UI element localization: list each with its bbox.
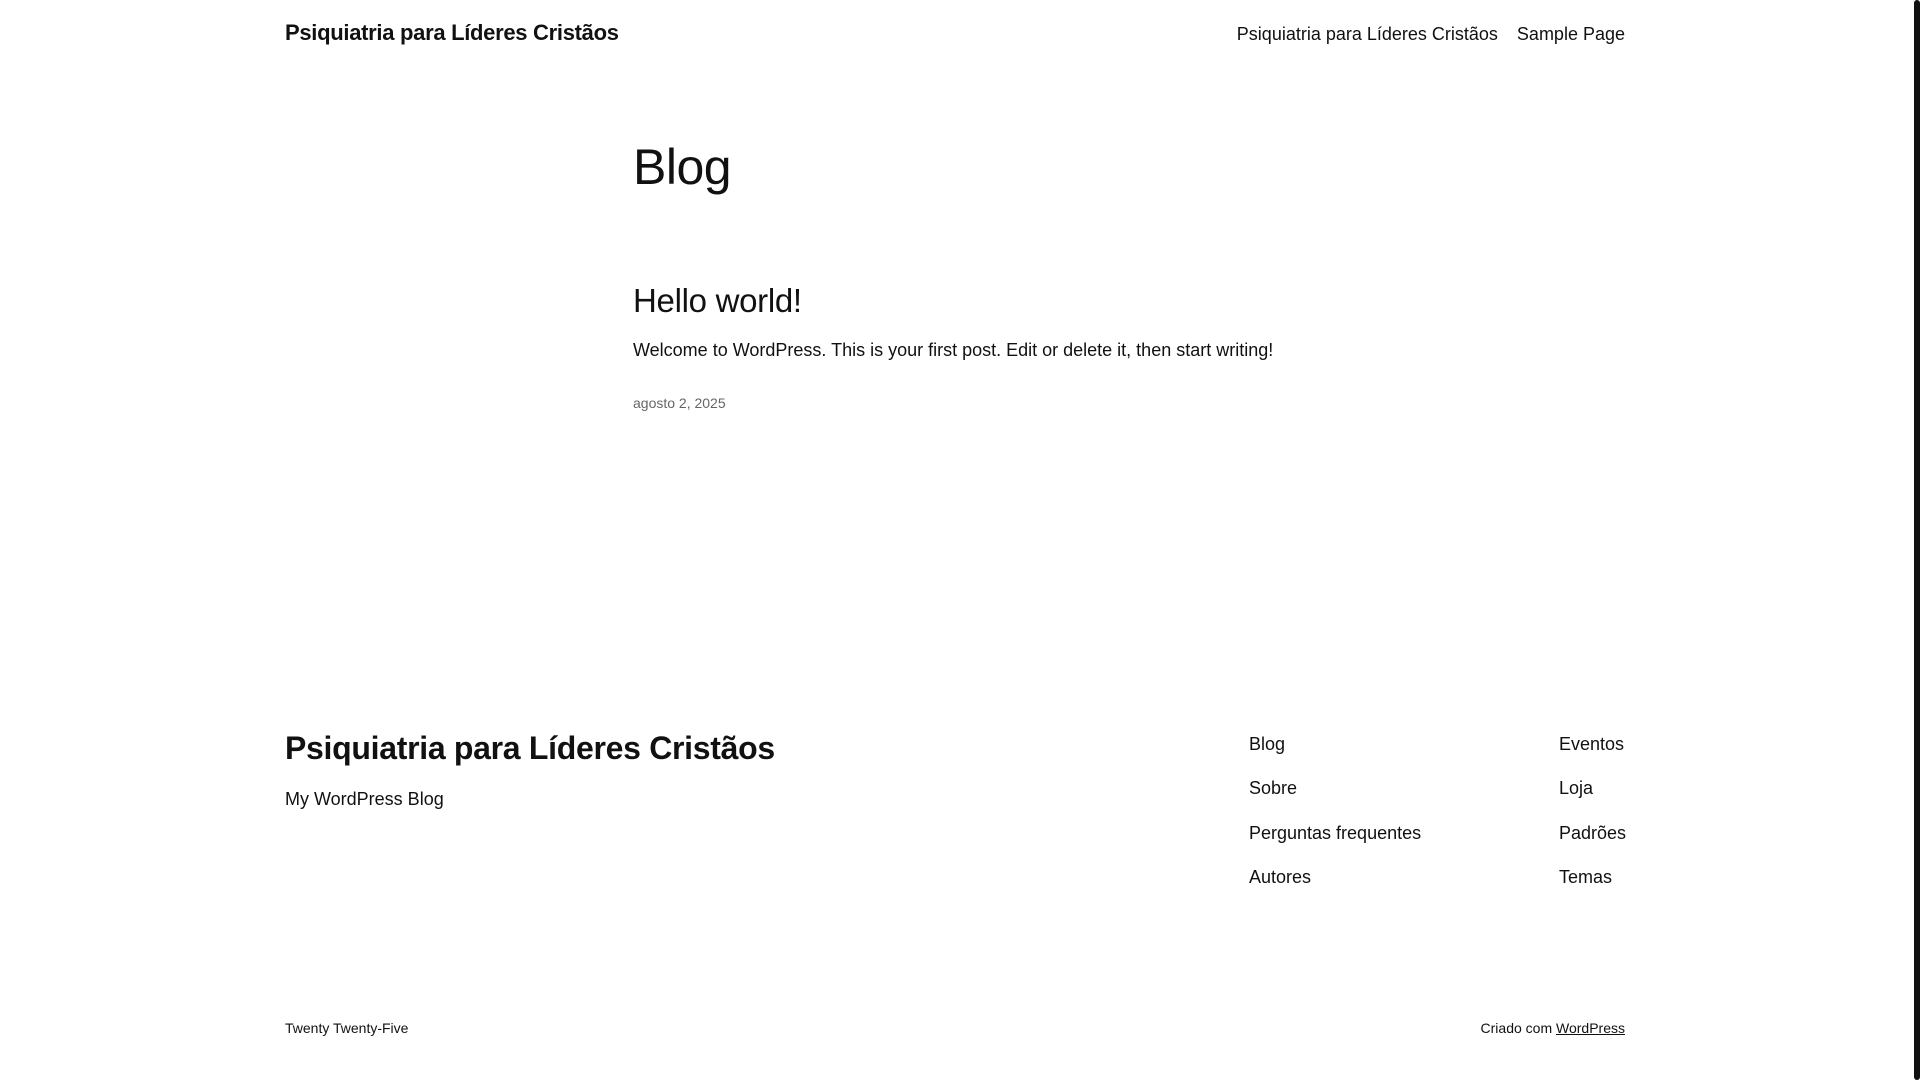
theme-credit: Twenty Twenty-Five [285, 1020, 409, 1036]
footer-link-autores[interactable]: Autores [1249, 866, 1312, 887]
scrollbar-thumb[interactable] [1914, 0, 1920, 1080]
footer-tagline: My WordPress Blog [285, 789, 444, 809]
footer-site-title-link[interactable]: Psiquiatria para Líderes Cristãos [285, 730, 775, 766]
vertical-scrollbar[interactable] [1914, 0, 1920, 1080]
footer-link-padroes[interactable]: Padrões [1559, 822, 1627, 843]
made-with-credit [1481, 1020, 1625, 1036]
footer-nav-column-2 [1559, 732, 1626, 909]
top-navigation [1237, 24, 1625, 45]
footer-link-perguntas-frequentes[interactable]: Perguntas frequentes [1249, 822, 1422, 843]
footer-link-eventos[interactable]: Eventos [1559, 734, 1625, 754]
nav-item-home[interactable]: Psiquiatria para Líderes Cristãos [1236, 24, 1498, 44]
footer-nav-column-1 [1249, 732, 1421, 909]
site-title-link[interactable]: Psiquiatria para Líderes Cristãos [285, 20, 619, 45]
post-title-link[interactable] [633, 282, 802, 320]
made-with-prefix: Criado com [1480, 1020, 1553, 1036]
footer-link-loja[interactable]: Loja [1559, 778, 1594, 799]
footer-link-temas[interactable]: Temas [1559, 866, 1613, 887]
page-title: Blog [633, 139, 732, 195]
post-date-link[interactable]: agosto 2, 2025 [633, 395, 726, 411]
wordpress-link[interactable]: WordPress [1556, 1020, 1625, 1036]
post-excerpt: Welcome to WordPress. This is your first post. Edit or delete it, then start writing! [633, 340, 1274, 360]
footer-link-sobre[interactable]: Sobre [1249, 778, 1298, 799]
nav-item-sample-page[interactable]: Sample Page [1516, 24, 1625, 44]
post-title-text[interactable]: Hello world! [633, 282, 802, 319]
footer-link-blog[interactable]: Blog [1249, 734, 1286, 754]
